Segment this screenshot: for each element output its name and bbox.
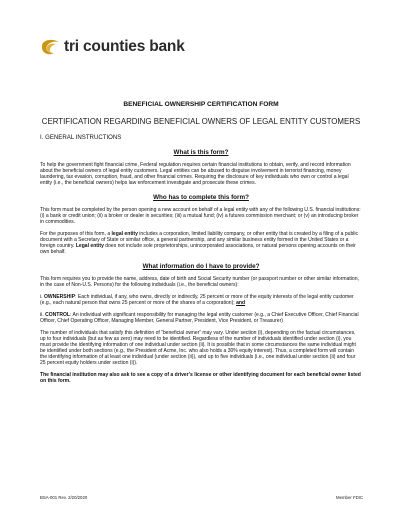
term-legal-entity: Legal entity [75, 243, 104, 249]
form-content [40, 101, 362, 384]
what-is-heading: What is this form? [173, 149, 229, 156]
term-and: and [236, 300, 246, 306]
who-has-paragraph-1: This form must be completed by the person opening a new account on behalf of a legal entity with any of the following U.S. financial institutions: (i) a bank or credit union; (ii) a broker or dealer in securities; (iii) a mutual fund; (iv) a futures commission merchant; or (v) an introducing broker in commodities. [40, 207, 361, 225]
id-document-notice: The financial institution may also ask to see a copy of a driver’s license or other identifying document for each beneficial owner listed on this form. [40, 372, 361, 384]
logo-wordmark: tri counties bank [64, 38, 185, 55]
member-fdic-footer: Member FDIC [336, 495, 363, 500]
who-has-heading: Who has to complete this form? [153, 194, 249, 201]
text-run: does not include sole proprietorships, unincorporated associations, or natural persons opening accounts on their own behalf. [40, 243, 356, 255]
form-title: BENEFICIAL OWNERSHIP CERTIFICATION FORM [123, 101, 279, 108]
section-heading: I. GENERAL INSTRUCTIONS [40, 134, 122, 141]
text-run: i. [40, 294, 44, 300]
control-paragraph [40, 312, 362, 324]
text-run: ii. [40, 312, 46, 318]
what-info-paragraph-1: This form requires you to provide the name, address, date of birth and Social Security number (or passport number or other similar information, in the case of Non-U.S. Persons) for the following individuals (i.e., the beneficial owners): [40, 276, 359, 288]
form-revision-footer: BSA-001 Rev. 2/20/2020 [40, 495, 88, 500]
logo-mark-icon [40, 37, 62, 57]
who-has-paragraph-2 [40, 231, 362, 255]
text-run: : Each individual, if any, who owns, directly or indirectly, 25 percent or more of the equity interests of the legal entity customer (e.g., each natural person that owns 25 percent or more of the shares of a corporation); [40, 294, 354, 306]
text-run: For the purposes of this form, a [40, 231, 112, 237]
beneficial-owner-count-paragraph: The number of individuals that satisfy this definition of “beneficial owner” may vary. Under section (i), depending on the factual circumstances, up to four individuals (but as few as zero) may need to be identified. Regardless of the number of individuals identified under section (i), you must provide the identifying information of one individual under section (ii). It is possible that in some circumstances the same individual might be identified under both sections (e.g., the President of Acme, Inc. who also holds a 30% equity interest). Thus, a completed form will contain the identifying information of at least one individual (under section (ii)), and up to five individuals (i.e., one individual under section (ii) and four 25 percent equity holders under section (i)). [40, 330, 356, 366]
text-run: : An individual with significant responsibility for managing the legal entity customer (e.g., a Chief Executive Officer, Chief Financial Officer, Chief Operating Officer, Managing Member, General Partner, President, Vice President, or Treasurer) [40, 312, 359, 324]
term-control: CONTROL [45, 312, 71, 318]
what-info-heading: What information do I have to provide? [142, 263, 260, 270]
term-legal-entity: legal entity [111, 231, 138, 237]
ownership-paragraph [40, 294, 362, 306]
bank-logo [40, 37, 185, 57]
term-ownership: OWNERSHIP [43, 294, 76, 300]
what-is-paragraph: To help the government fight financial crime, Federal regulation requires certain financial institutions to obtain, verify, and record information about the beneficial owners of legal entity customers. Legal entities can be abused to disguise involvement in terrorist financing, money laundering, tax evasion, corruption, fraud, and other financial crimes. Requiring the disclosure of key individuals who own or control a legal entity (i.e., the beneficial owners) helps law enforcement investigate and prosecute these crimes. [40, 162, 351, 186]
form-subtitle: CERTIFICATION REGARDING BENEFICIAL OWNERS OF LEGAL ENTITY CUSTOMERS [41, 117, 361, 126]
text-run: includes a corporation, limited liability company, or other entity that is created by a filing of a public document with a Secretary of State or similar office, a general partnership, and any similar business entity formed in the United States or a foreign country. [40, 231, 359, 249]
